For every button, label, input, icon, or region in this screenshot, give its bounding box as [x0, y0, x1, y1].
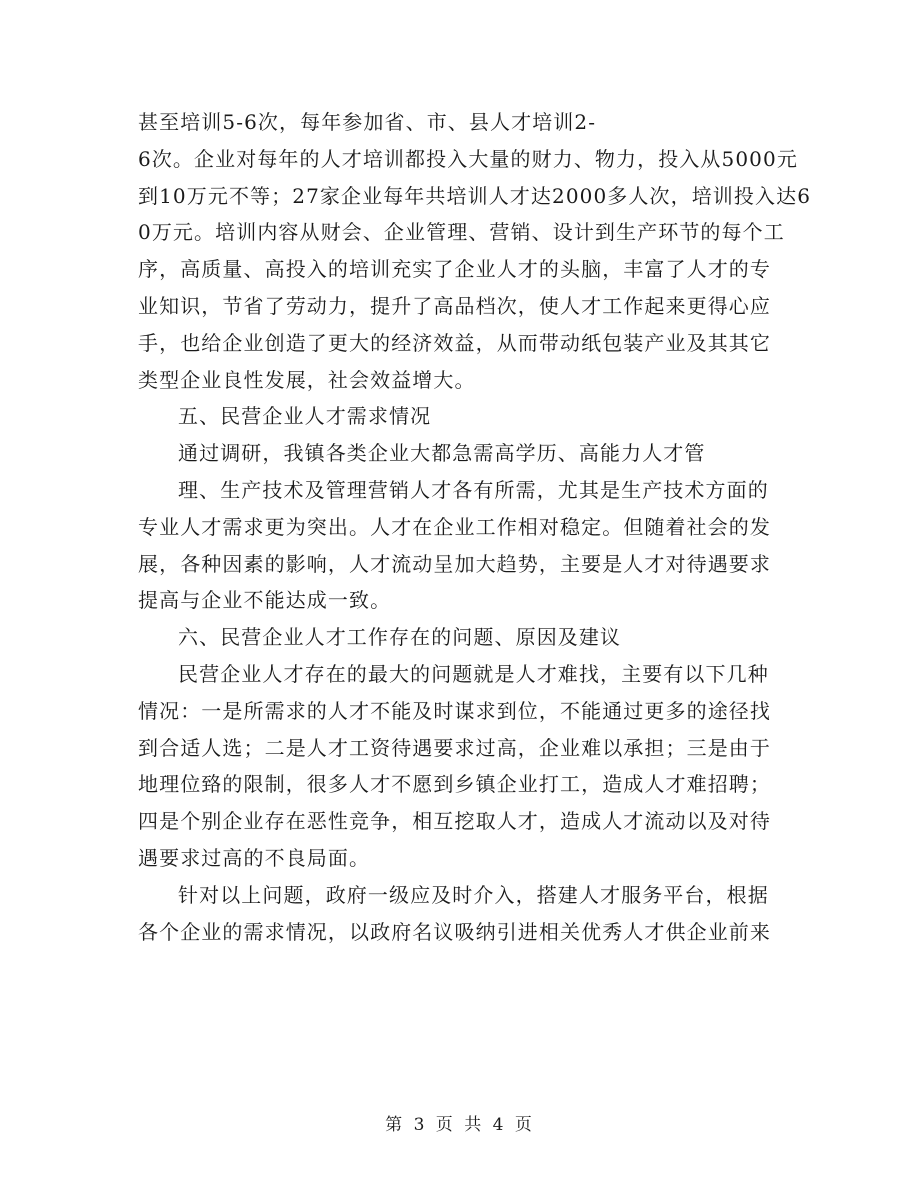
document-body [138, 104, 812, 950]
text-line: 通过调研，我镇各类企业大都急需高学历、高能力人才管 [178, 441, 706, 466]
text-line: 情况：一是所需求的人才不能及时谋求到位，不能通过更多的途径找 [138, 698, 771, 723]
text-line: 理、生产技术及管理营销人才各有所需，尤其是生产技术方面的 [178, 477, 769, 502]
text-line: 遇要求过高的不良局面。 [138, 845, 371, 870]
text-line: 序，高质量、高投入的培训充实了企业人才的头脑，丰富了人才的专 [138, 257, 771, 282]
section-heading: 六、民营企业人才工作存在的问题、原因及建议 [178, 625, 622, 650]
text-line: 0万元。培训内容从财会、企业管理、营销、设计到生产环节的每个工 [138, 220, 785, 245]
text-line: 手，也给企业创造了更大的经济效益，从而带动纸包装产业及其其它 [138, 330, 771, 355]
text-line: 到10万元不等；27家企业每年共培训人才达2000多人次，培训投入达6 [138, 183, 812, 208]
section-heading: 五、民营企业人才需求情况 [178, 404, 432, 429]
page-number-footer: 第 3 页 共 4 页 [385, 1115, 535, 1135]
text-line: 各个企业的需求情况，以政府名议吸纳引进相关优秀人才供企业前来 [138, 919, 771, 944]
text-line: 针对以上问题，政府一级应及时介入，搭建人才服务平台，根据 [178, 882, 769, 907]
text-line: 类型企业良性发展，社会效益增大。 [138, 367, 476, 392]
text-line: 地理位臵的限制，很多人才不愿到乡镇企业打工，造成人才难招聘； [138, 772, 771, 797]
text-line: 6次。企业对每年的人才培训都投入大量的财力、物力，投入从5000元 [138, 146, 798, 171]
text-line: 四是个别企业存在恶性竞争，相互挖取人才，造成人才流动以及对待 [138, 809, 771, 834]
text-line: 甚至培训5-6次，每年参加省、市、县人才培训2- [138, 110, 597, 134]
text-line: 展，各种因素的影响，人才流动呈加大趋势，主要是人才对待遇要求 [138, 551, 771, 576]
text-line: 民营企业人才存在的最大的问题就是人才难找，主要有以下几种 [178, 661, 769, 686]
text-line: 到合适人选；二是人才工资待遇要求过高，企业难以承担；三是由于 [138, 735, 771, 760]
text-line: 业知识，节省了劳动力，提升了高品档次，使人才工作起来更得心应 [138, 293, 771, 318]
text-line: 提高与企业不能达成一致。 [138, 588, 392, 613]
text-line: 专业人才需求更为突出。人才在企业工作相对稳定。但随着社会的发 [138, 514, 771, 539]
